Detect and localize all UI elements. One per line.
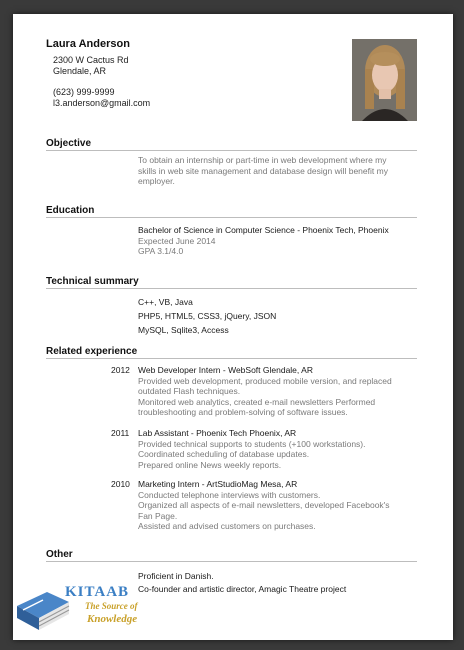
other-details xyxy=(138,570,413,596)
skill-line: MySQL, Sqlite3, Access xyxy=(138,325,229,335)
job-duty: Conducted telephone interviews with customers. xyxy=(138,489,321,500)
address-line-1: 2300 W Cactus Rd xyxy=(53,55,129,65)
gpa: GPA 3.1/4.0 xyxy=(138,246,184,256)
experience-heading: Related experience xyxy=(46,346,138,357)
section-divider xyxy=(46,150,417,151)
skill-line: PHP5, HTML5, CSS3, jQuery, JSON xyxy=(138,311,277,321)
watermark-subtitle-1: The Source of xyxy=(85,601,138,611)
watermark-subtitle-2: Knowledge xyxy=(87,613,138,625)
job-year: 2012 xyxy=(111,365,130,375)
job-duty: Assisted and advised customers on purchases. xyxy=(138,521,316,531)
job-duty: Fan Page. xyxy=(138,510,178,521)
job-position: Marketing Intern - ArtStudioMag Mesa, AR xyxy=(138,479,298,489)
job-entry xyxy=(138,479,413,532)
technical-skills xyxy=(138,295,413,337)
job-duty: Provided web development, produced mobile version, and replaced xyxy=(138,375,392,386)
address-line-2: Glendale, AR xyxy=(53,66,107,76)
job-duty: Monitored web analytics, created e-mail newsletters Performed xyxy=(138,396,376,407)
education-details xyxy=(138,225,413,257)
skill-line: C++, VB, Java xyxy=(138,297,193,307)
applicant-name: Laura Anderson xyxy=(46,38,130,50)
expected-graduation: Expected June 2014 xyxy=(138,235,216,246)
book-icon xyxy=(13,586,73,640)
section-divider xyxy=(46,561,417,562)
objective-line: skills in web site management and database design will benefit my xyxy=(138,165,388,176)
job-entry xyxy=(138,428,413,470)
email-address: l3.anderson@gmail.com xyxy=(53,98,151,108)
objective-heading: Objective xyxy=(46,138,92,149)
other-item: Proficient in Danish. xyxy=(138,571,214,581)
job-position: Lab Assistant - Phoenix Tech Phoenix, AR xyxy=(138,428,297,438)
technical-summary-heading: Technical summary xyxy=(46,276,139,287)
job-duty: Organized all aspects of e-mail newsletters, developed Facebook's xyxy=(138,500,390,510)
job-entry xyxy=(138,365,413,418)
section-divider xyxy=(46,288,417,289)
resume-page xyxy=(13,14,453,640)
section-divider xyxy=(46,217,417,218)
degree: Bachelor of Science in Computer Science - Phoenix Tech, Phoenix xyxy=(138,225,389,235)
job-duty: Prepared online News weekly reports. xyxy=(138,459,282,470)
kitaab-watermark xyxy=(13,582,153,640)
education-heading: Education xyxy=(46,205,95,216)
job-duty: Provided technical supports to students (+100 workstations). xyxy=(138,438,366,449)
objective-text xyxy=(138,155,413,187)
phone-number: (623) 999-9999 xyxy=(53,87,115,97)
section-divider xyxy=(46,358,417,359)
job-year: 2011 xyxy=(111,428,130,438)
objective-line: employer. xyxy=(138,176,175,186)
other-item: Co-founder and artistic director, Amagic Theatre project xyxy=(138,584,347,594)
objective-line: To obtain an internship or part-time in web development where my xyxy=(138,155,387,165)
watermark-title: KITAAB xyxy=(65,584,130,600)
job-year: 2010 xyxy=(111,479,130,489)
profile-photo xyxy=(352,39,417,121)
other-heading: Other xyxy=(46,549,73,560)
job-duty: Coordinated scheduling of database updates. xyxy=(138,449,310,459)
job-duty: troubleshooting and problem-solving of software issues. xyxy=(138,407,348,417)
job-duty: outdated Flash techniques. xyxy=(138,386,241,396)
job-position: Web Developer Intern - WebSoft Glendale, AR xyxy=(138,365,313,375)
